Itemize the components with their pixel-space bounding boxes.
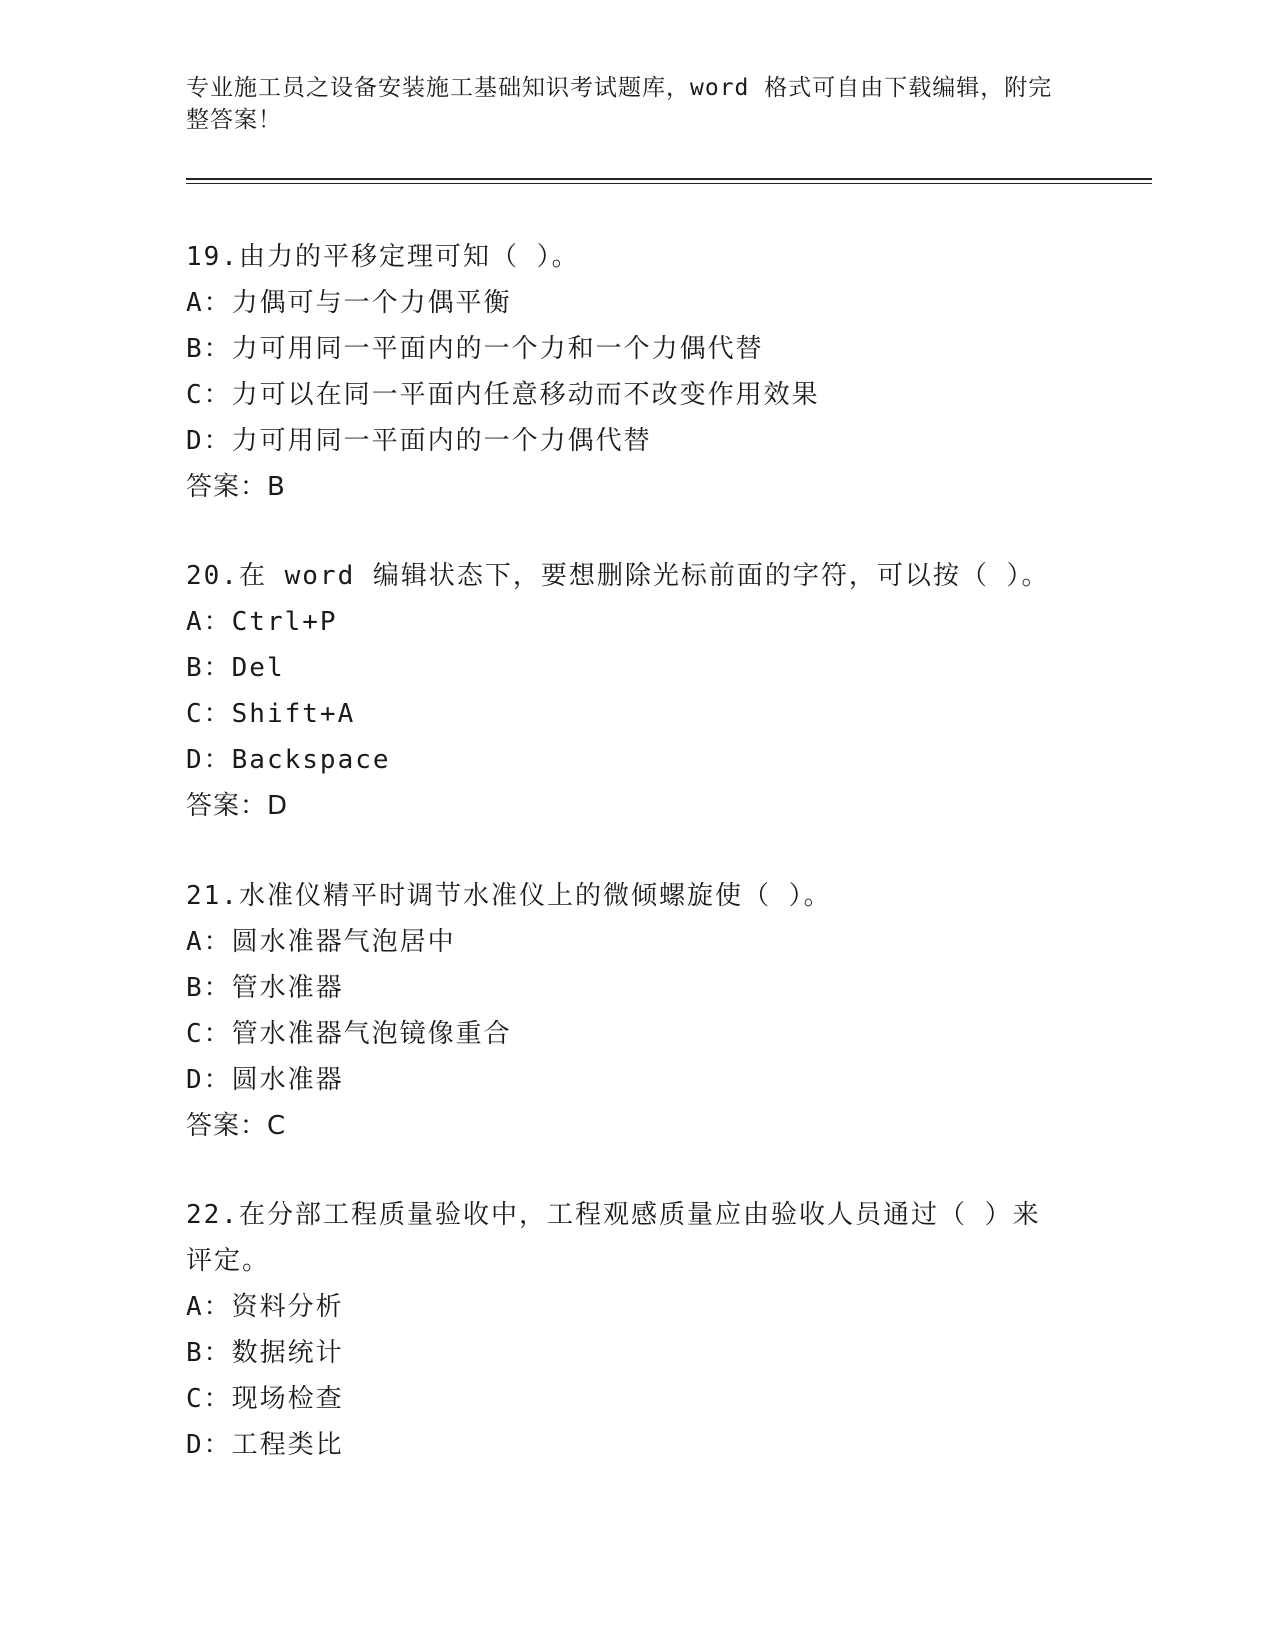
header-rule-thick <box>186 178 1152 180</box>
option-a: A：力偶可与一个力偶平衡 <box>186 288 512 318</box>
question-stem: 20.在 word 编辑状态下，要想删除光标前面的字符，可以按（ ）。 <box>186 561 1050 591</box>
option-a: A：资料分析 <box>186 1292 344 1322</box>
question-20 <box>186 553 1086 829</box>
answer: 答案：B <box>186 472 286 502</box>
answer: 答案：C <box>186 1111 287 1141</box>
question-stem: 19.由力的平移定理可知（ ）。 <box>186 242 580 272</box>
answer: 答案：D <box>186 791 289 821</box>
option-c: C：力可以在同一平面内任意移动而不改变作用效果 <box>186 380 820 410</box>
option-b: B：管水准器 <box>186 973 344 1003</box>
option-c: C：Shift+A <box>186 699 356 729</box>
question-stem-line-1: 22.在分部工程质量验收中，工程观感质量应由验收人员通过（ ）来 <box>186 1200 1041 1230</box>
option-a: A：Ctrl+P <box>186 607 338 637</box>
question-22 <box>186 1192 1086 1468</box>
question-stem: 21.水准仪精平时调节水准仪上的微倾螺旋使（ ）。 <box>186 881 832 911</box>
header-rule-thin <box>186 183 1152 184</box>
option-d: D：Backspace <box>186 745 391 775</box>
option-d: D：圆水准器 <box>186 1065 344 1095</box>
option-c: C：管水准器气泡镜像重合 <box>186 1019 512 1049</box>
option-d: D：工程类比 <box>186 1430 344 1460</box>
option-a: A：圆水准器气泡居中 <box>186 927 456 957</box>
header-line-2: 整答案！ <box>186 107 282 133</box>
header-line-1: 专业施工员之设备安装施工基础知识考试题库，word 格式可自由下载编辑，附完 <box>186 75 1053 101</box>
document-header <box>186 72 1066 136</box>
option-b: B：力可用同一平面内的一个力和一个力偶代替 <box>186 334 764 364</box>
option-b: B：数据统计 <box>186 1338 344 1368</box>
option-c: C：现场检查 <box>186 1384 344 1414</box>
option-d: D：力可用同一平面内的一个力偶代替 <box>186 426 652 456</box>
question-21 <box>186 873 1086 1149</box>
option-b: B：Del <box>186 653 285 683</box>
question-stem-line-2: 评定。 <box>186 1246 271 1276</box>
question-19 <box>186 234 1086 510</box>
